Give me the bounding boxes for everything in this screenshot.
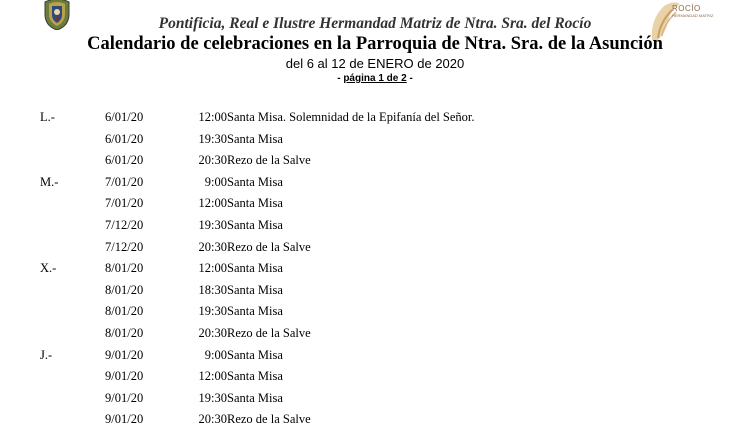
date: 9/01/20 bbox=[105, 347, 144, 362]
time: 19:30 bbox=[198, 217, 227, 232]
description: Santa Misa bbox=[227, 304, 283, 319]
page-suffix: - bbox=[406, 73, 413, 84]
list-item bbox=[0, 324, 750, 346]
list-item bbox=[0, 151, 750, 173]
description: Rezo de la Salve bbox=[227, 412, 311, 427]
list-item bbox=[0, 108, 750, 130]
day-abbrev: J.- bbox=[40, 347, 53, 362]
day-abbrev: X.- bbox=[40, 261, 57, 276]
day-abbrev: L.- bbox=[40, 110, 55, 124]
date: 6/01/20 bbox=[105, 153, 144, 168]
description: Santa Misa bbox=[227, 131, 283, 146]
date: 7/01/20 bbox=[105, 174, 144, 189]
time: 20:30 bbox=[198, 325, 227, 340]
page-title: Calendario de celebraciones en la Parroquia de Ntra. Sra. de la Asunción bbox=[87, 34, 663, 54]
date: 8/01/20 bbox=[105, 282, 144, 297]
description: Santa Misa bbox=[227, 196, 283, 211]
date: 9/01/20 bbox=[105, 390, 144, 405]
time: 9:00 bbox=[204, 174, 227, 189]
list-item bbox=[0, 216, 750, 238]
time: 20:30 bbox=[198, 412, 227, 427]
list-item bbox=[0, 346, 750, 368]
description: Santa Misa. Solemnidad de la Epifanía del Señor. bbox=[227, 110, 475, 124]
description: Santa Misa bbox=[227, 282, 283, 297]
celebrations-list bbox=[0, 108, 750, 432]
time: 9:00 bbox=[204, 347, 227, 362]
time: 19:30 bbox=[198, 390, 227, 405]
list-item bbox=[0, 302, 750, 324]
date: 9/01/20 bbox=[105, 369, 144, 384]
time: 12:00 bbox=[198, 369, 227, 384]
description: Rezo de la Salve bbox=[227, 153, 311, 168]
list-item bbox=[0, 194, 750, 216]
logo-subtext: HERMANDAD MATRIZ bbox=[672, 13, 714, 18]
date: 8/01/20 bbox=[105, 325, 144, 340]
date: 9/01/20 bbox=[105, 412, 144, 427]
date-range: del 6 al 12 de ENERO de 2020 bbox=[285, 56, 465, 71]
date: 6/01/20 bbox=[105, 110, 144, 124]
date: 7/12/20 bbox=[105, 239, 144, 254]
page-number: página 1 de 2 bbox=[343, 73, 407, 84]
day-abbrev: M.- bbox=[40, 174, 59, 189]
list-item bbox=[0, 389, 750, 411]
list-item bbox=[0, 173, 750, 195]
description: Santa Misa bbox=[227, 347, 283, 362]
description: Santa Misa bbox=[227, 217, 283, 232]
list-item bbox=[0, 238, 750, 260]
date: 6/01/20 bbox=[105, 131, 144, 146]
description: Santa Misa bbox=[227, 369, 283, 384]
description: Rezo de la Salve bbox=[227, 325, 311, 340]
time: 19:30 bbox=[198, 304, 227, 319]
date: 7/01/20 bbox=[105, 196, 144, 211]
date: 8/01/20 bbox=[105, 304, 144, 319]
time: 19:30 bbox=[198, 131, 227, 146]
description: Santa Misa bbox=[227, 261, 283, 276]
time: 12:00 bbox=[198, 110, 227, 124]
time: 18:30 bbox=[198, 282, 227, 297]
page-prefix: - bbox=[337, 73, 344, 84]
list-item bbox=[0, 130, 750, 152]
description: Rezo de la Salve bbox=[227, 239, 311, 254]
time: 20:30 bbox=[198, 153, 227, 168]
time: 12:00 bbox=[198, 261, 227, 276]
description: Santa Misa bbox=[227, 174, 283, 189]
list-item bbox=[0, 281, 750, 303]
time: 20:30 bbox=[198, 239, 227, 254]
list-item bbox=[0, 367, 750, 389]
date: 7/12/20 bbox=[105, 217, 144, 232]
description: Santa Misa bbox=[227, 390, 283, 405]
page-indicator bbox=[0, 73, 750, 84]
date: 8/01/20 bbox=[105, 261, 144, 276]
list-item bbox=[0, 410, 750, 432]
time: 12:00 bbox=[198, 196, 227, 211]
list-item bbox=[0, 259, 750, 281]
brotherhood-name: Pontificia, Real e Ilustre Hermandad Matriz de Ntra. Sra. del Rocío bbox=[158, 15, 592, 32]
logo-wordmark: ROCÍO bbox=[672, 4, 701, 13]
